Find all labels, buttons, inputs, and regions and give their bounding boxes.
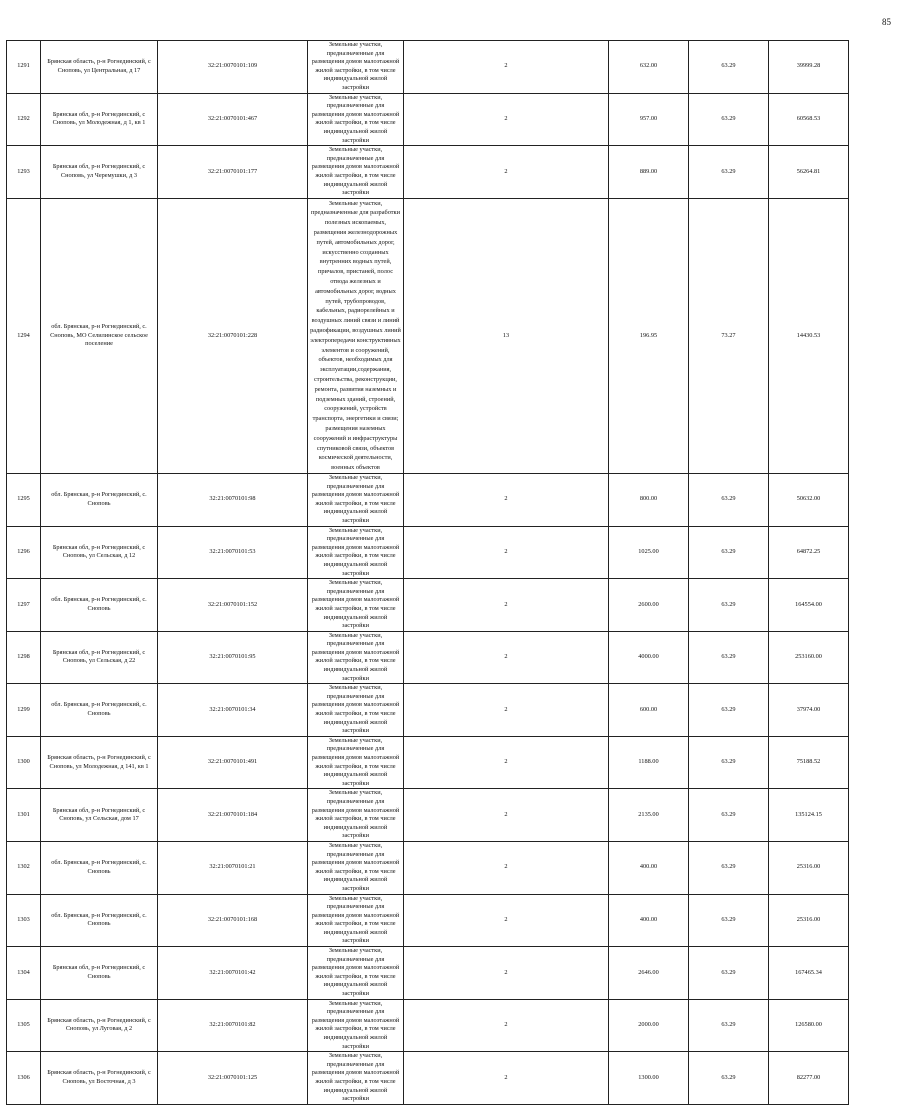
area-cell: 2600.00 xyxy=(609,579,689,632)
cadastral-value-cell: 164554.00 xyxy=(769,579,849,632)
group-cell: 2 xyxy=(404,736,609,789)
cadastral-value-cell: 167465.34 xyxy=(769,947,849,1000)
cadastral-value-cell: 25316.00 xyxy=(769,894,849,947)
cadastral-value-cell: 14430.53 xyxy=(769,198,849,473)
land-use-cell: Земельные участки, предназначенные для размещения домов малоэтажной жилой застройки, в том числе индивидуальной жилой застройки xyxy=(308,93,404,146)
cadastral-number-cell: 32:21:0070101:42 xyxy=(158,947,308,1000)
group-cell: 13 xyxy=(404,198,609,473)
address-cell: Брянская обл, р-н Рогнединский, с Сноповь, ул Сельская, д 12 xyxy=(41,526,158,579)
cadastral-value-cell: 64872.25 xyxy=(769,526,849,579)
rate-cell: 63.29 xyxy=(689,474,769,527)
group-cell: 2 xyxy=(404,841,609,894)
table-row xyxy=(7,93,896,146)
cadastral-value-cell: 135124.15 xyxy=(769,789,849,842)
cadastral-value-cell: 60568.53 xyxy=(769,93,849,146)
address-cell: обл. Брянская, р-н Рогнединский, с. Сноповь xyxy=(41,474,158,527)
cadastral-value-cell: 253160.00 xyxy=(769,631,849,684)
rate-cell: 63.29 xyxy=(689,41,769,94)
rate-cell: 63.29 xyxy=(689,631,769,684)
cadastral-number-cell: 32:21:0070101:491 xyxy=(158,736,308,789)
address-cell: Брянская обл, р-н Рогнединский, с Сноповь, ул Черемушки, д 3 xyxy=(41,146,158,199)
table-row xyxy=(7,526,896,579)
cadastral-value-cell: 39999.28 xyxy=(769,41,849,94)
rate-cell: 63.29 xyxy=(689,947,769,1000)
rate-cell: 63.29 xyxy=(689,684,769,737)
row-number: 1297 xyxy=(7,579,41,632)
table-row xyxy=(7,789,896,842)
address-cell: Брянская область, р-н Рогнединский, с Сноповь, ул Молодежная, д 141, кв 1 xyxy=(41,736,158,789)
cadastral-value-cell: 75188.52 xyxy=(769,736,849,789)
cadastral-number-cell: 32:21:0070101:109 xyxy=(158,41,308,94)
cadastral-value-cell: 50632.00 xyxy=(769,474,849,527)
row-number: 1301 xyxy=(7,789,41,842)
group-cell: 2 xyxy=(404,579,609,632)
table-row xyxy=(7,146,896,199)
land-use-cell: Земельные участки, предназначенные для размещения домов малоэтажной жилой застройки, в том числе индивидуальной жилой застройки xyxy=(308,1052,404,1105)
table-row xyxy=(7,736,896,789)
group-cell: 2 xyxy=(404,789,609,842)
table-row xyxy=(7,999,896,1052)
group-cell: 2 xyxy=(404,631,609,684)
land-use-cell: Земельные участки, предназначенные для размещения домов малоэтажной жилой застройки, в том числе индивидуальной жилой застройки xyxy=(308,146,404,199)
cadastral-value-cell: 37974.00 xyxy=(769,684,849,737)
rate-cell: 63.29 xyxy=(689,1052,769,1105)
address-cell: обл. Брянская, р-н Рогнединский, с. Сноповь xyxy=(41,579,158,632)
row-number: 1296 xyxy=(7,526,41,579)
address-cell: обл. Брянская, р-н Рогнединский, с. Сноповь, МО Селилинское сельское поселение xyxy=(41,198,158,473)
cadastral-number-cell: 32:21:0070101:21 xyxy=(158,841,308,894)
row-number: 1299 xyxy=(7,684,41,737)
land-use-cell: Земельные участки, предназначенные для размещения домов малоэтажной жилой застройки, в том числе индивидуальной жилой застройки xyxy=(308,736,404,789)
table-row xyxy=(7,841,896,894)
rate-cell: 63.29 xyxy=(689,789,769,842)
address-cell: обл. Брянская, р-н Рогнединский, с. Сноповь xyxy=(41,841,158,894)
area-cell: 889.00 xyxy=(609,146,689,199)
table-row xyxy=(7,198,896,473)
address-cell: Брянская область, р-н Рогнединский, с Сноповь, ул Восточная, д 3 xyxy=(41,1052,158,1105)
area-cell: 2135.00 xyxy=(609,789,689,842)
cadastral-number-cell: 32:21:0070101:467 xyxy=(158,93,308,146)
area-cell: 1188.00 xyxy=(609,736,689,789)
rate-cell: 73.27 xyxy=(689,198,769,473)
area-cell: 957.00 xyxy=(609,93,689,146)
table-row xyxy=(7,894,896,947)
land-use-cell: Земельные участки, предназначенные для размещения домов малоэтажной жилой застройки, в том числе индивидуальной жилой застройки xyxy=(308,841,404,894)
row-number: 1291 xyxy=(7,41,41,94)
area-cell: 1025.00 xyxy=(609,526,689,579)
address-cell: обл. Брянская, р-н Рогнединский, с. Сноповь xyxy=(41,684,158,737)
land-use-cell: Земельные участки, предназначенные для разработки полезных ископаемых, размещения железнодорожных путей, автомобильных дорог, искусственно созданных внутренних водных путей, причалов, пристаней, полос отвода железных и автомобильных дорог, водных путей, трубопроводов, кабельных, радиорелейных и воздушных линий связи и линий радиофикации, воздушных линий электропередачи конструктивных элементов и сооружений, объектов, необходимых для эксплуатации,содержания, строительства, реконструкции, ремонта, развития наземных и подземных зданий, строений, сооружений, устройств транспорта, энергетики и связи; размещения наземных сооружений и инфраструктуры спутниковой связи, объектов космической деятельности, военных объектов xyxy=(308,198,404,473)
cadastral-number-cell: 32:21:0070101:34 xyxy=(158,684,308,737)
table-row xyxy=(7,947,896,1000)
area-cell: 800.00 xyxy=(609,474,689,527)
address-cell: Брянская обл, р-н Рогнединский, с Сноповь, ул Сельская, дом 17 xyxy=(41,789,158,842)
table-row xyxy=(7,41,896,94)
row-number: 1293 xyxy=(7,146,41,199)
cadastral-value-cell: 25316.00 xyxy=(769,841,849,894)
group-cell: 2 xyxy=(404,526,609,579)
land-use-cell: Земельные участки, предназначенные для размещения домов малоэтажной жилой застройки, в том числе индивидуальной жилой застройки xyxy=(308,789,404,842)
address-cell: Брянская обл, р-н Рогнединский, с Сноповь xyxy=(41,947,158,1000)
cadastral-number-cell: 32:21:0070101:184 xyxy=(158,789,308,842)
cadastral-value-cell: 126580.00 xyxy=(769,999,849,1052)
area-cell: 2000.00 xyxy=(609,999,689,1052)
area-cell: 400.00 xyxy=(609,841,689,894)
land-use-cell: Земельные участки, предназначенные для размещения домов малоэтажной жилой застройки, в том числе индивидуальной жилой застройки xyxy=(308,894,404,947)
area-cell: 2646.00 xyxy=(609,947,689,1000)
area-cell: 196.95 xyxy=(609,198,689,473)
rate-cell: 63.29 xyxy=(689,736,769,789)
group-cell: 2 xyxy=(404,684,609,737)
address-cell: обл. Брянская, р-н Рогнединский, с. Сноповь xyxy=(41,894,158,947)
row-number: 1294 xyxy=(7,198,41,473)
rate-cell: 63.29 xyxy=(689,894,769,947)
land-use-cell: Земельные участки, предназначенные для размещения домов малоэтажной жилой застройки, в том числе индивидуальной жилой застройки xyxy=(308,41,404,94)
row-number: 1292 xyxy=(7,93,41,146)
area-cell: 4000.00 xyxy=(609,631,689,684)
group-cell: 2 xyxy=(404,146,609,199)
cadastral-number-cell: 32:21:0070101:168 xyxy=(158,894,308,947)
group-cell: 2 xyxy=(404,999,609,1052)
land-use-cell: Земельные участки, предназначенные для размещения домов малоэтажной жилой застройки, в том числе индивидуальной жилой застройки xyxy=(308,631,404,684)
row-number: 1305 xyxy=(7,999,41,1052)
row-number: 1300 xyxy=(7,736,41,789)
group-cell: 2 xyxy=(404,894,609,947)
group-cell: 2 xyxy=(404,947,609,1000)
area-cell: 632.00 xyxy=(609,41,689,94)
cadastral-number-cell: 32:21:0070101:228 xyxy=(158,198,308,473)
table-body xyxy=(7,41,896,1105)
group-cell: 2 xyxy=(404,41,609,94)
address-cell: Брянская область, р-н Рогнединский, с Сноповь, ул Центральная, д 17 xyxy=(41,41,158,94)
table-row xyxy=(7,579,896,632)
cadastral-number-cell: 32:21:0070101:53 xyxy=(158,526,308,579)
row-number: 1303 xyxy=(7,894,41,947)
rate-cell: 63.29 xyxy=(689,841,769,894)
land-use-cell: Земельные участки, предназначенные для размещения домов малоэтажной жилой застройки, в том числе индивидуальной жилой застройки xyxy=(308,684,404,737)
page-number: 85 xyxy=(882,17,891,27)
address-cell: Брянская обл, р-н Рогнединский, с Сноповь, ул Сельская, д 22 xyxy=(41,631,158,684)
cadastral-value-cell: 82277.00 xyxy=(769,1052,849,1105)
area-cell: 400.00 xyxy=(609,894,689,947)
rate-cell: 63.29 xyxy=(689,526,769,579)
rate-cell: 63.29 xyxy=(689,579,769,632)
table-row xyxy=(7,474,896,527)
cadastral-number-cell: 32:21:0070101:82 xyxy=(158,999,308,1052)
address-cell: Брянская область, р-н Рогнединский, с Сноповь, ул Луговая, д 2 xyxy=(41,999,158,1052)
table-row xyxy=(7,684,896,737)
address-cell: Брянская обл, р-н Рогнединский, с Сноповь, ул Молодежная, д 1, кв 1 xyxy=(41,93,158,146)
land-use-cell: Земельные участки, предназначенные для размещения домов малоэтажной жилой застройки, в том числе индивидуальной жилой застройки xyxy=(308,526,404,579)
rate-cell: 63.29 xyxy=(689,999,769,1052)
rate-cell: 63.29 xyxy=(689,93,769,146)
area-cell: 600.00 xyxy=(609,684,689,737)
cadastral-table xyxy=(6,40,896,1105)
cadastral-number-cell: 32:21:0070101:95 xyxy=(158,631,308,684)
land-use-cell: Земельные участки, предназначенные для размещения домов малоэтажной жилой застройки, в том числе индивидуальной жилой застройки xyxy=(308,999,404,1052)
land-use-cell: Земельные участки, предназначенные для размещения домов малоэтажной жилой застройки, в том числе индивидуальной жилой застройки xyxy=(308,579,404,632)
rate-cell: 63.29 xyxy=(689,146,769,199)
land-use-cell: Земельные участки, предназначенные для размещения домов малоэтажной жилой застройки, в том числе индивидуальной жилой застройки xyxy=(308,474,404,527)
cadastral-number-cell: 32:21:0070101:125 xyxy=(158,1052,308,1105)
cadastral-value-cell: 56264.81 xyxy=(769,146,849,199)
cadastral-number-cell: 32:21:0070101:152 xyxy=(158,579,308,632)
row-number: 1304 xyxy=(7,947,41,1000)
land-use-cell: Земельные участки, предназначенные для размещения домов малоэтажной жилой застройки, в том числе индивидуальной жилой застройки xyxy=(308,947,404,1000)
table-row xyxy=(7,631,896,684)
row-number: 1298 xyxy=(7,631,41,684)
cadastral-number-cell: 32:21:0070101:98 xyxy=(158,474,308,527)
row-number: 1302 xyxy=(7,841,41,894)
area-cell: 1300.00 xyxy=(609,1052,689,1105)
group-cell: 2 xyxy=(404,1052,609,1105)
group-cell: 2 xyxy=(404,474,609,527)
cadastral-number-cell: 32:21:0070101:177 xyxy=(158,146,308,199)
row-number: 1306 xyxy=(7,1052,41,1105)
row-number: 1295 xyxy=(7,474,41,527)
table-row xyxy=(7,1052,896,1105)
group-cell: 2 xyxy=(404,93,609,146)
